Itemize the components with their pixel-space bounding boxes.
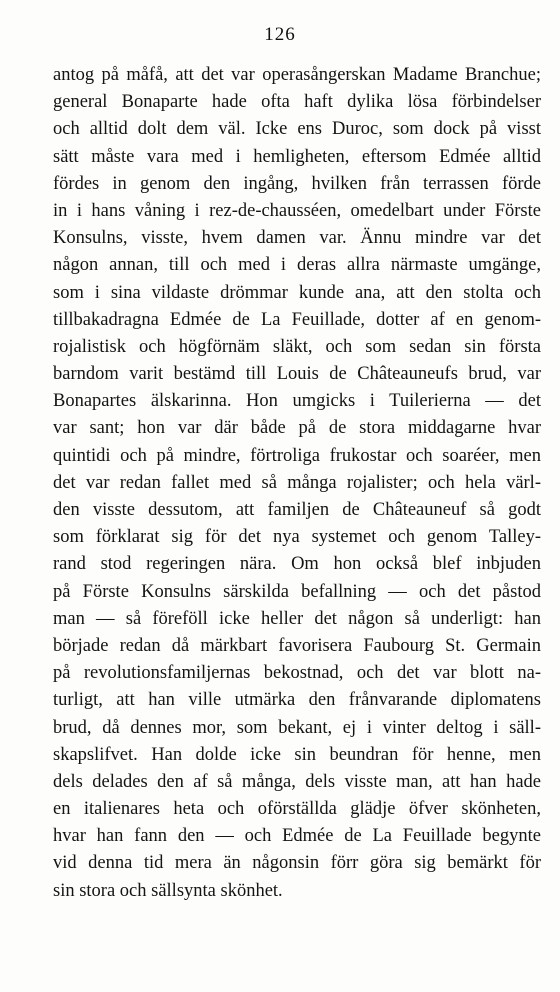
body-text [53,62,541,905]
text-line: quintidi och på mindre, förtroliga frukostar och soaréer, men [53,445,541,466]
text-line: general Bonaparte hade ofta haft dylika lösa förbindelser [53,92,541,113]
text-line: tillbakadragna Edmée de La Feuillade, dotter af en genom- [53,309,541,330]
text-line: som förklarat sig för det nya systemet och genom Talley- [53,527,541,548]
text-line: brud, då dennes mor, som bekant, ej i vinter deltog i säll- [53,717,541,738]
text-line: dels delades den af så många, dels visste man, att han hade [53,771,541,792]
text-line: på Förste Konsulns särskilda befallning — och det påstod [53,581,541,602]
text-line: den visste dessutom, att familjen de Châteauneuf så godt [53,500,541,520]
text-line: turligt, att han ville utmärka den frånvarande diplomatens [53,690,541,711]
text-line: det var redan fallet med så många rojalister; och hela värl- [53,472,541,493]
text-line: fördes in genom den ingång, hvilken från terrassen förde [53,173,541,194]
text-line: hvar han fann den — och Edmée de La Feuillade begynte [53,826,541,847]
text-line: började redan då märkbart favorisera Faubourg St. Germain [53,635,541,656]
text-line: Konsulns, visste, hvem damen var. Ännu mindre var det [53,228,541,249]
text-line: någon annan, till och med i deras allra närmaste umgänge, [53,255,541,276]
text-line: en italienares heta och oförställda glädje öfver skönheten, [53,799,541,820]
text-line: barndom varit bestämd till Louis de Châteauneufs brud, var [53,364,541,385]
page-number: 126 [264,24,296,45]
text-line: vid denna tid mera än någonsin förr göra sig bemärkt för [53,853,541,874]
text-line: skapslifvet. Han dolde icke sin beundran för henne, men [53,744,541,765]
text-line: Bonapartes älskarinna. Hon umgicks i Tuilerierna — det [53,391,541,412]
text-line: rojalistisk och högförnäm släkt, och som sedan sin första [53,336,541,357]
text-line: rand stod regeringen nära. Om hon också blef inbjuden [53,554,541,575]
text-line: in i hans våning i rez-de-chausséen, omedelbart under Förste [53,200,541,221]
text-line: på revolutionsfamiljernas bekostnad, och det var blott na- [53,663,541,684]
text-line: antog på måfå, att det var operasångerskan Madame Branchue; [53,65,541,85]
text-line: var sant; hon var där både på de stora middagarne hvar [53,418,541,439]
text-line: som i sina vildaste drömmar kunde ana, att den stolta och [53,282,541,303]
text-line: sätt måste vara med i hemligheten, eftersom Edmée alltid [53,146,541,167]
text-line: man — så föreföll icke heller det någon så underligt: han [53,608,541,629]
text-line: och alltid dolt dem väl. Icke ens Duroc, som dock på visst [53,119,541,140]
text-line: sin stora och sällsynta skönhet. [53,880,283,901]
